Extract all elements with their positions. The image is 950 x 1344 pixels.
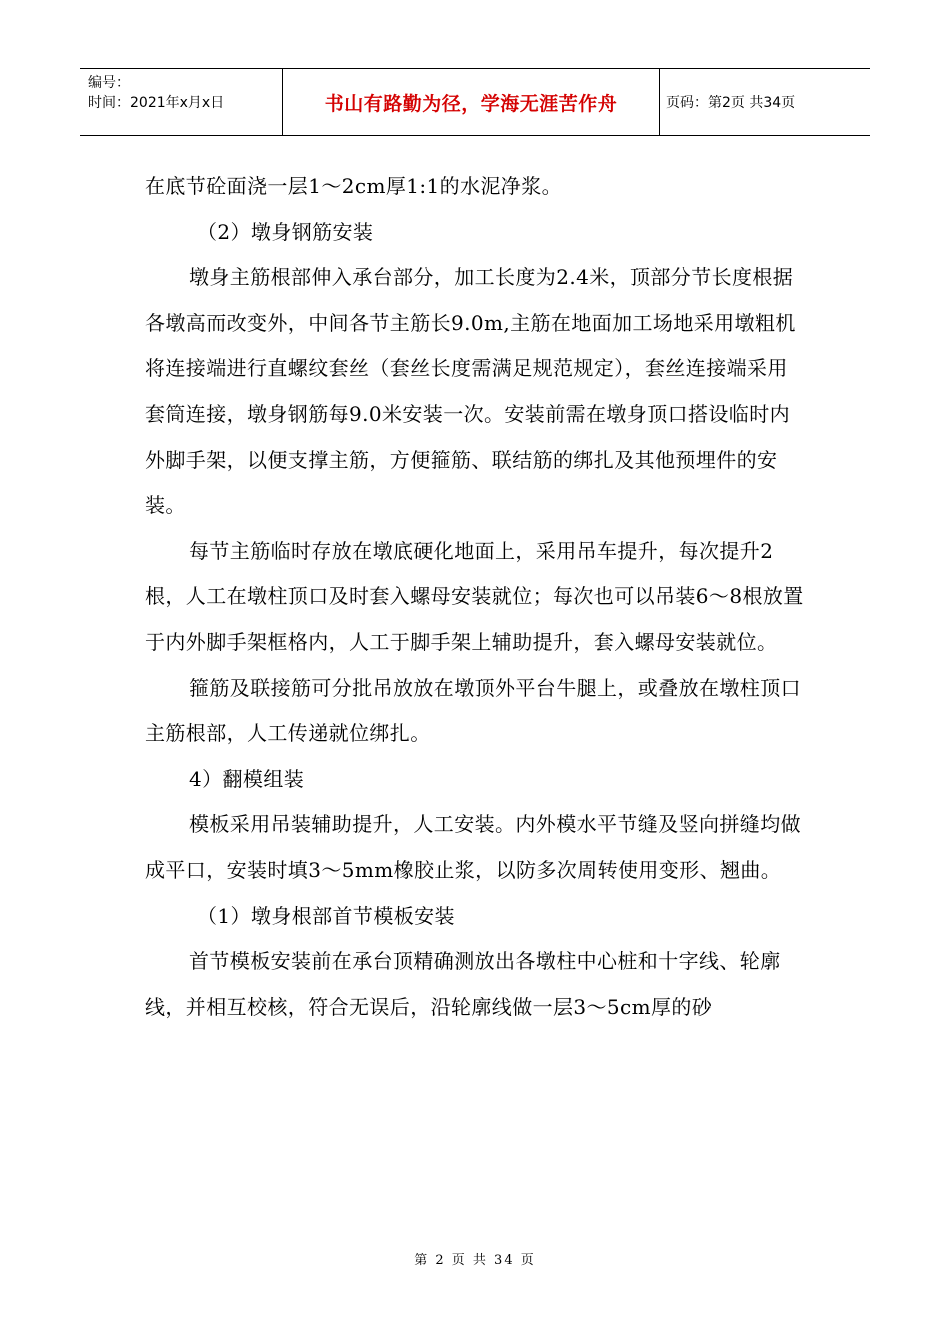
paragraph-rebar-lifting: 每节主筋临时存放在墩底硬化地面上，采用吊车提升，每次提升2根，人工在墩柱顶口及时套入螺母安装就位；每次也可以吊装6～8根放置于内外脚手架框格内，人工于脚手架上辅助提升，套入螺母安装就位。 <box>145 538 804 654</box>
paragraph-first-formwork: 首节模板安装前在承台顶精确测放出各墩柱中心桩和十字线、轮廓线，并相互校核，符合无误后，沿轮廓线做一层3～5cm厚的砂 <box>145 949 781 1019</box>
page-code-label: 页码：第2页 共34页 <box>666 95 796 111</box>
page-header <box>80 68 870 136</box>
paragraph-stirrups: 箍筋及联接筋可分批吊放放在墩顶外平台牛腿上，或叠放在墩柱顶口主筋根部，人工传递就位绑扎。 <box>145 675 801 746</box>
section-heading-rebar: （2）墩身钢筋安装 <box>197 219 374 244</box>
header-page-cell <box>660 69 870 135</box>
section-heading-formwork: 4）翻模组装 <box>189 766 305 791</box>
document-body <box>145 164 805 1030</box>
motto-text: 书山有路勤为径，学海无涯苦作舟 <box>324 92 618 115</box>
section-heading-first-formwork: （1）墩身根部首节模板安装 <box>197 903 455 928</box>
paragraph-continuation: 在底节砼面浇一层1～2cm厚1:1的水泥净浆。 <box>145 174 563 198</box>
header-motto-cell <box>283 69 660 135</box>
serial-number-label: 编号： <box>88 75 130 91</box>
paragraph-formwork: 模板采用吊装辅助提升，人工安装。内外模水平节缝及竖向拼缝均做成平口，安装时填3～5mm橡胶止浆，以防多次周转使用变形、翘曲。 <box>145 812 801 882</box>
page-footer <box>0 1249 950 1268</box>
date-label: 时间：2021年x月x日 <box>88 95 225 111</box>
header-meta-cell <box>80 69 283 135</box>
footer-page-number: 第 2 页 共 34 页 <box>414 1253 536 1268</box>
paragraph-main-rebar: 墩身主筋根部伸入承台部分，加工长度为2.4米，顶部分节长度根据各墩高而改变外，中间各节主筋长9.0m,主筋在地面加工场地采用墩粗机将连接端进行直螺纹套丝（套丝长度需满足规范规定），套丝连接端采用套筒连接，墩身钢筋每9.0米安装一次。安装前需在墩身顶口搭设临时内外脚手架，以便支撑主筋，方便箍筋、联结筋的绑扎及其他预埋件的安装。 <box>145 265 796 518</box>
